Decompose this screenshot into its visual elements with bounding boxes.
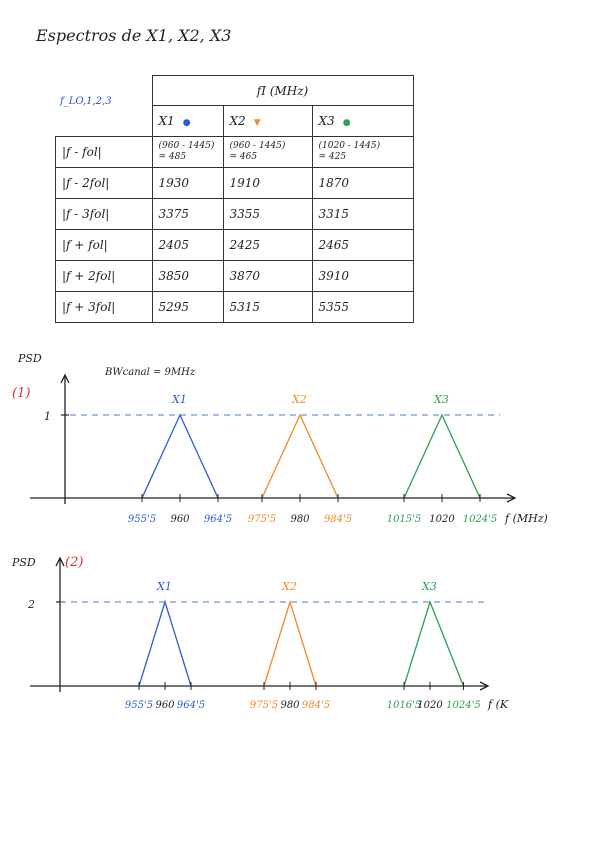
table-corner xyxy=(56,106,153,137)
cell-line: (1020 - 1445) xyxy=(318,140,381,151)
x-tick-label: 1024'5 xyxy=(446,700,481,711)
x-tick-label: 1020 xyxy=(429,514,455,525)
row-label: |f - 3fol| xyxy=(56,198,153,229)
series-label-x2: X2 xyxy=(282,580,297,593)
table-row xyxy=(56,198,414,229)
column-dot-icon: ● xyxy=(182,117,191,128)
column-label: X1 xyxy=(158,113,175,128)
row-label: |f + 2fol| xyxy=(56,260,153,291)
table-cell: 5315 xyxy=(223,291,312,322)
column-label: X3 xyxy=(318,113,335,128)
x-tick-label: 960 xyxy=(170,514,190,525)
table-cell: 1870 xyxy=(312,167,413,198)
table-cell xyxy=(223,136,312,167)
spectrum-triangle-x2 xyxy=(264,602,316,686)
x-axis-label: f (K xyxy=(488,698,509,711)
x-tick-label: 980 xyxy=(290,514,310,525)
x-axis-label: f (MHz) xyxy=(505,512,548,525)
table-row xyxy=(56,260,414,291)
spectrum-triangle-x1 xyxy=(142,415,218,498)
cell-line: = 485 xyxy=(158,151,187,162)
x-tick-label: 960 xyxy=(155,700,175,711)
y-axis-label: PSD xyxy=(12,556,36,569)
x-tick-label: 955'5 xyxy=(124,700,154,711)
x-tick-label: 984'5 xyxy=(323,514,353,525)
table-cell: 5355 xyxy=(312,291,413,322)
column-header-x3 xyxy=(312,106,413,137)
x-tick-label: 1015'5 xyxy=(386,514,422,525)
spectrum-triangle-x2 xyxy=(262,415,338,498)
table-column-header-row xyxy=(56,106,414,137)
table-cell: 2405 xyxy=(152,229,223,260)
spectrum-triangle-x3 xyxy=(404,415,480,498)
row-label: |f - 2fol| xyxy=(56,167,153,198)
x-tick-label: 1020 xyxy=(417,700,443,711)
x-tick-label: 975'5 xyxy=(247,514,277,525)
row-label: |f + 3fol| xyxy=(56,291,153,322)
table-row xyxy=(56,229,414,260)
x-tick-label: 1016'5 xyxy=(386,700,422,711)
table-row xyxy=(56,167,414,198)
column-dot-icon: ▼ xyxy=(253,117,261,128)
y-axis-label: PSD xyxy=(18,352,42,365)
cell-line: (960 - 1445) xyxy=(158,140,215,151)
column-dot-icon: ● xyxy=(342,117,351,128)
series-label-x3: X3 xyxy=(422,580,437,593)
table-group-header: fI (MHz) xyxy=(152,76,413,106)
table-row xyxy=(56,291,414,322)
x-tick-label: 984'5 xyxy=(301,700,331,711)
table-cell: 3850 xyxy=(152,260,223,291)
column-header-x2 xyxy=(223,106,312,137)
page-title: Espectros de X1, X2, X3 xyxy=(36,26,232,45)
row-label: |f + fol| xyxy=(56,229,153,260)
flo-label: f_LO,1,2,3 xyxy=(60,96,112,107)
table-cell xyxy=(312,136,413,167)
column-header-x1 xyxy=(152,106,223,137)
x-tick-label: 975'5 xyxy=(249,700,279,711)
table-cell: 3910 xyxy=(312,260,413,291)
table-cell: 2425 xyxy=(223,229,312,260)
table-row xyxy=(56,136,414,167)
table-cell: 1910 xyxy=(223,167,312,198)
table-cell: 3315 xyxy=(312,198,413,229)
column-label: X2 xyxy=(229,113,246,128)
y-level-label: 2 xyxy=(28,598,35,611)
x-tick-label: 1024'5 xyxy=(462,514,498,525)
x-tick-label: 955'5 xyxy=(127,514,157,525)
series-label-x2: X2 xyxy=(292,393,307,406)
table-cell: 5295 xyxy=(152,291,223,322)
chart-marker: (2) xyxy=(65,555,84,570)
chart-marker: (1) xyxy=(12,386,31,401)
table-cell: 3870 xyxy=(223,260,312,291)
cell-line: = 425 xyxy=(318,151,347,162)
spectrum-triangle-x1 xyxy=(139,602,191,686)
spectrum-triangle-x3 xyxy=(404,602,463,686)
series-label-x3: X3 xyxy=(434,393,449,406)
spectrum-chart-2 xyxy=(0,540,600,725)
table-cell: 3375 xyxy=(152,198,223,229)
table-cell: 1930 xyxy=(152,167,223,198)
spectrum-chart-1 xyxy=(0,350,600,550)
table-corner xyxy=(56,76,153,106)
x-tick-label: 980 xyxy=(280,700,300,711)
table-cell: 3355 xyxy=(223,198,312,229)
table-cell: 2465 xyxy=(312,229,413,260)
series-label-x1: X1 xyxy=(157,580,172,593)
table-cell xyxy=(152,136,223,167)
y-level-label: 1 xyxy=(44,410,51,423)
series-label-x1: X1 xyxy=(172,393,187,406)
x-tick-label: 964'5 xyxy=(176,700,206,711)
table-group-header-row xyxy=(56,76,414,106)
cell-line: (960 - 1445) xyxy=(229,140,286,151)
cell-line: = 465 xyxy=(229,151,258,162)
bandwidth-annotation: BWcanal = 9MHz xyxy=(105,367,196,378)
row-label: |f - fol| xyxy=(56,136,153,167)
spectrum-table xyxy=(55,75,414,323)
x-tick-label: 964'5 xyxy=(203,514,233,525)
